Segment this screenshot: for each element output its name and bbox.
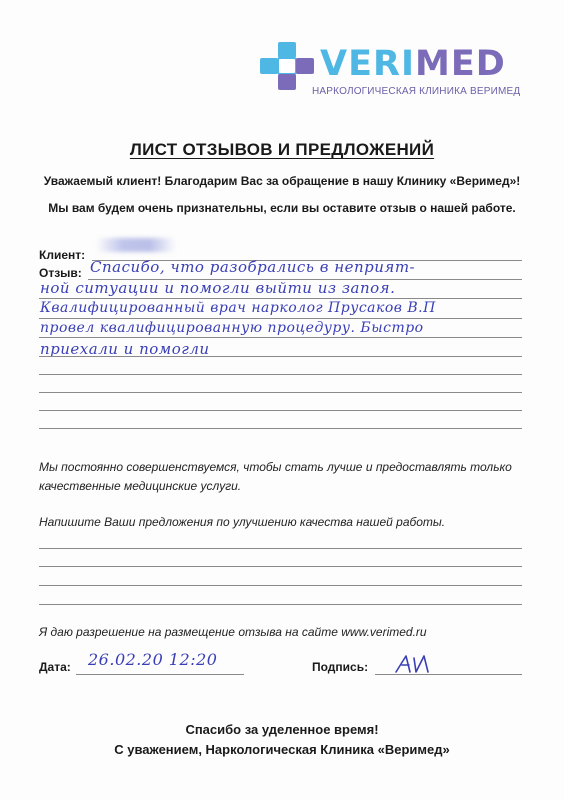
date-line[interactable] [76, 674, 244, 675]
suggestion-line-3[interactable] [39, 585, 522, 586]
logo-word-med: MED [414, 44, 506, 84]
review-handwritten-line-2: ной ситуации и помогли выйти из запоя. [40, 279, 396, 297]
medical-cross-icon [258, 38, 320, 94]
suggestions-prompt: Напишите Ваши предложения по улучшению качества нашей работы. [39, 515, 446, 529]
suggestion-line-4[interactable] [39, 604, 522, 605]
permission-text: Я даю разрешение на размещение отзыва на сайте www.verimed.ru [39, 625, 427, 639]
review-line-3[interactable] [39, 318, 522, 319]
suggestion-line-2[interactable] [39, 566, 522, 567]
logo-wordmark [320, 44, 506, 84]
improve-text-line-1: Мы постоянно совершенствуемся, чтобы стать лучше и предоставлять только [39, 460, 512, 474]
review-line-9[interactable] [39, 428, 522, 429]
page-title: ЛИСТ ОТЗЫВОВ И ПРЕДЛОЖЕНИЙ [129, 140, 435, 159]
review-line-8[interactable] [39, 410, 522, 411]
logo-subtitle: НАРКОЛОГИЧЕСКАЯ КЛИНИКА ВЕРИМЕД [312, 86, 521, 97]
footer-thanks: Спасибо за уделенное время! [185, 722, 379, 737]
signature-line[interactable] [375, 674, 522, 675]
client-name-redacted [96, 238, 176, 252]
review-handwritten-line-4: провел квалифицированную процедуру. Быстро [40, 320, 424, 336]
intro-line-2: Мы вам будем очень признательны, если вы оставите отзыв о нашей работе. [48, 201, 516, 215]
clinic-logo [258, 36, 538, 106]
review-handwritten-line-3: Квалифицированный врач нарколог Прусаков В.П [40, 300, 436, 316]
intro-line-1: Уважаемый клиент! Благодарим Вас за обращение в нашу Клинику «Веримед»! [43, 174, 521, 188]
signature-mark [392, 652, 432, 676]
review-line-7[interactable] [39, 392, 522, 393]
review-line-5[interactable] [39, 356, 522, 357]
review-line-4[interactable] [39, 337, 522, 338]
logo-word-veri: VERI [320, 44, 415, 84]
review-label: Отзыв: [39, 266, 82, 280]
review-handwritten-line-5: приехали и помогли [40, 340, 210, 358]
review-line-2[interactable] [39, 298, 522, 299]
date-handwritten: 26.02.20 12:20 [88, 650, 218, 669]
review-handwritten-line-1: Спасибо, что разобрались в неприят- [90, 258, 416, 276]
date-label: Дата: [39, 660, 71, 674]
signature-label: Подпись: [312, 660, 369, 674]
review-line-6[interactable] [39, 374, 522, 375]
review-line-1[interactable] [88, 279, 522, 280]
improve-text-line-2: качественные медицинские услуги. [39, 479, 242, 493]
footer-regards: С уважением, Наркологическая Клиника «Веримед» [114, 742, 450, 757]
suggestion-line-1[interactable] [39, 548, 522, 549]
client-label: Клиент: [39, 248, 86, 262]
